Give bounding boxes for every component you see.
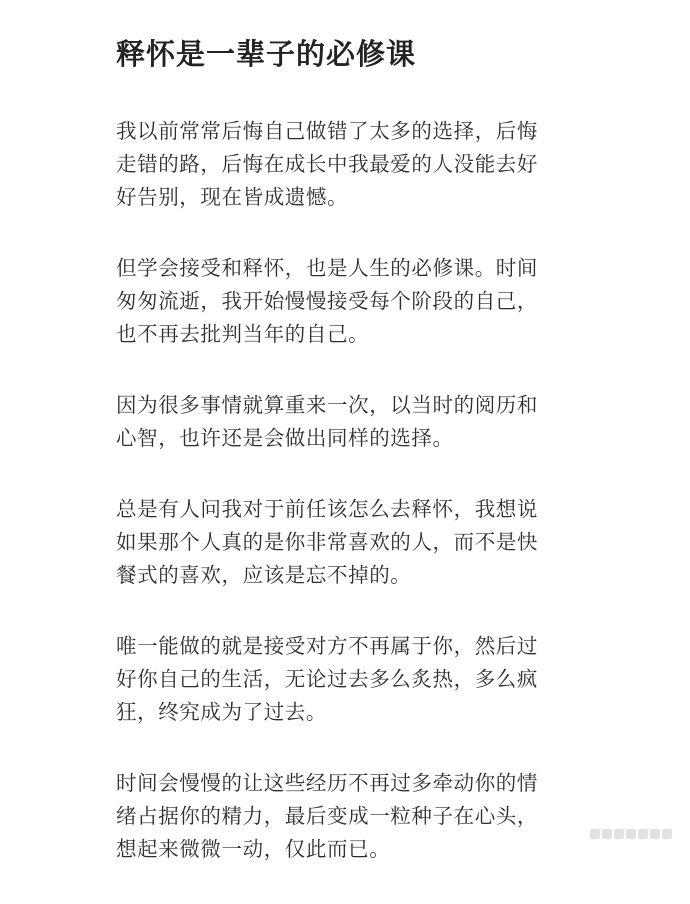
paragraph-line: 好你自己的生活，无论过去多么炙热，多么疯: [116, 667, 538, 691]
paragraph-line: 时间会慢慢的让这些经历不再过多牵动你的情: [116, 771, 538, 795]
watermark-dot: [614, 829, 624, 839]
watermark-dot: [650, 829, 660, 839]
paragraph-line: 绪占据你的精力，最后变成一粒种子在心头，: [116, 804, 538, 828]
watermark-dot: [590, 829, 600, 839]
article-title: 释怀是一辈子的必修课: [116, 37, 417, 71]
paragraph-line: 餐式的喜欢，应该是忘不掉的。: [116, 563, 412, 587]
article-body: [116, 115, 586, 866]
paragraph-2: [116, 252, 586, 351]
paragraph-line: 唯一能做的就是接受对方不再属于你，然后过: [116, 634, 538, 658]
paragraph-line: 心智，也许还是会做出同样的选择。: [116, 426, 454, 450]
paragraph-line: 想起来微微一动，仅此而已。: [116, 837, 391, 861]
paragraph-line: 但学会接受和释怀，也是人生的必修课。时间: [116, 256, 538, 280]
paragraph-line: 我以前常常后悔自己做错了太多的选择，后悔: [116, 119, 538, 143]
article: [116, 30, 586, 904]
paragraph-line: 狂，终究成为了过去。: [116, 700, 327, 724]
paragraph-1: [116, 115, 586, 214]
paragraph-line: 总是有人问我对于前任该怎么去释怀，我想说: [116, 497, 538, 521]
paragraph-5: [116, 630, 586, 729]
paragraph-line: 走错的路，后悔在成长中我最爱的人没能去好: [116, 152, 538, 176]
watermark-dot: [602, 829, 612, 839]
paragraph-line: 如果那个人真的是你非常喜欢的人，而不是快: [116, 530, 538, 554]
watermark-dot: [626, 829, 636, 839]
paragraph-4: [116, 493, 586, 592]
watermark: [590, 829, 672, 839]
paragraph-line: 匆匆流逝，我开始慢慢接受每个阶段的自己，: [116, 289, 538, 313]
paragraph-line: 因为很多事情就算重来一次，以当时的阅历和: [116, 393, 538, 417]
paragraph-line: 也不再去批判当年的自己。: [116, 322, 370, 346]
watermark-dot: [662, 829, 672, 839]
watermark-dot: [638, 829, 648, 839]
paragraph-line: 好告别，现在皆成遗憾。: [116, 185, 349, 209]
paragraph-3: [116, 389, 586, 455]
paragraph-6: [116, 767, 586, 866]
